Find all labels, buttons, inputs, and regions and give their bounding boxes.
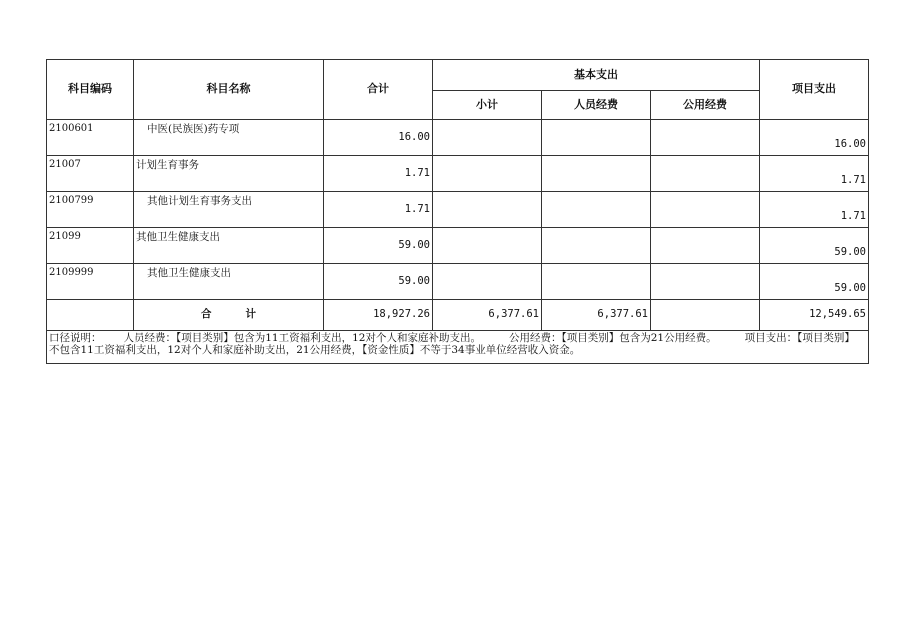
cell-code: 2100799 [47,192,134,228]
header-row-1 [47,60,869,91]
cell-total: 59.00 [324,228,433,264]
table-row [47,192,869,228]
notes-cell [47,331,869,364]
cell-subtotal [433,228,542,264]
total-label [134,300,324,331]
cell-total: 1.71 [324,192,433,228]
table-row [47,264,869,300]
total-public [651,300,760,331]
cell-subtotal [433,192,542,228]
cell-name: 计划生育事务 [134,156,324,192]
notes-row [47,331,869,364]
header-project: 项目支出 [760,60,869,120]
header-total: 合计 [324,60,433,120]
cell-personnel [542,228,651,264]
cell-personnel [542,120,651,156]
cell-public [651,156,760,192]
cell-personnel [542,264,651,300]
header-name: 科目名称 [134,60,324,120]
table-row [47,120,869,156]
cell-code: 2109999 [47,264,134,300]
header-basic: 基本支出 [433,60,760,91]
cell-total: 1.71 [324,156,433,192]
cell-total: 59.00 [324,264,433,300]
cell-name: 其他卫生健康支出 [134,228,324,264]
cell-project: 16.00 [760,120,869,156]
table-row [47,228,869,264]
notes-prefix: 口径说明： [49,332,102,344]
total-project: 12,549.65 [760,300,869,331]
cell-total: 16.00 [324,120,433,156]
cell-project: 1.71 [760,156,869,192]
notes-project-a: 项目支出：【项目类别】 [744,332,855,344]
header-code: 科目编码 [47,60,134,120]
total-subtotal: 6,377.61 [433,300,542,331]
cell-public [651,228,760,264]
notes-line-1 [49,333,866,345]
total-label-b: 计 [245,308,256,321]
cell-public [651,192,760,228]
cell-subtotal [433,264,542,300]
cell-project: 59.00 [760,228,869,264]
header-public: 公用经费 [651,91,760,120]
notes-personnel: 人员经费：【项目类别】包含为11工资福利支出，12对个人和家庭补助支出。 [123,332,481,344]
cell-subtotal [433,156,542,192]
cell-personnel [542,192,651,228]
table-row [47,156,869,192]
cell-public [651,120,760,156]
cell-personnel [542,156,651,192]
total-label-a: 合 [201,308,212,321]
cell-code: 21007 [47,156,134,192]
header-subtotal: 小计 [433,91,542,120]
cell-subtotal [433,120,542,156]
cell-name: 其他卫生健康支出 [134,264,324,300]
total-personnel: 6,377.61 [542,300,651,331]
cell-code: 2100601 [47,120,134,156]
cell-project: 1.71 [760,192,869,228]
notes-line-2: 不包含11工资福利支出，12对个人和家庭补助支出，21公用经费，【资金性质】不等于34事业单位经营收入资金。 [49,343,581,356]
header-personnel: 人员经费 [542,91,651,120]
cell-code: 21099 [47,228,134,264]
cell-public [651,264,760,300]
cell-project: 59.00 [760,264,869,300]
total-row [47,300,869,331]
total-total: 18,927.26 [324,300,433,331]
budget-sheet [46,59,868,364]
cell-name: 其他计划生育事务支出 [134,192,324,228]
budget-table [46,59,869,364]
cell-name: 中医(民族医)药专项 [134,120,324,156]
notes-public: 公用经费：【项目类别】包含为21公用经费。 [508,332,717,344]
total-code-cell [47,300,134,331]
